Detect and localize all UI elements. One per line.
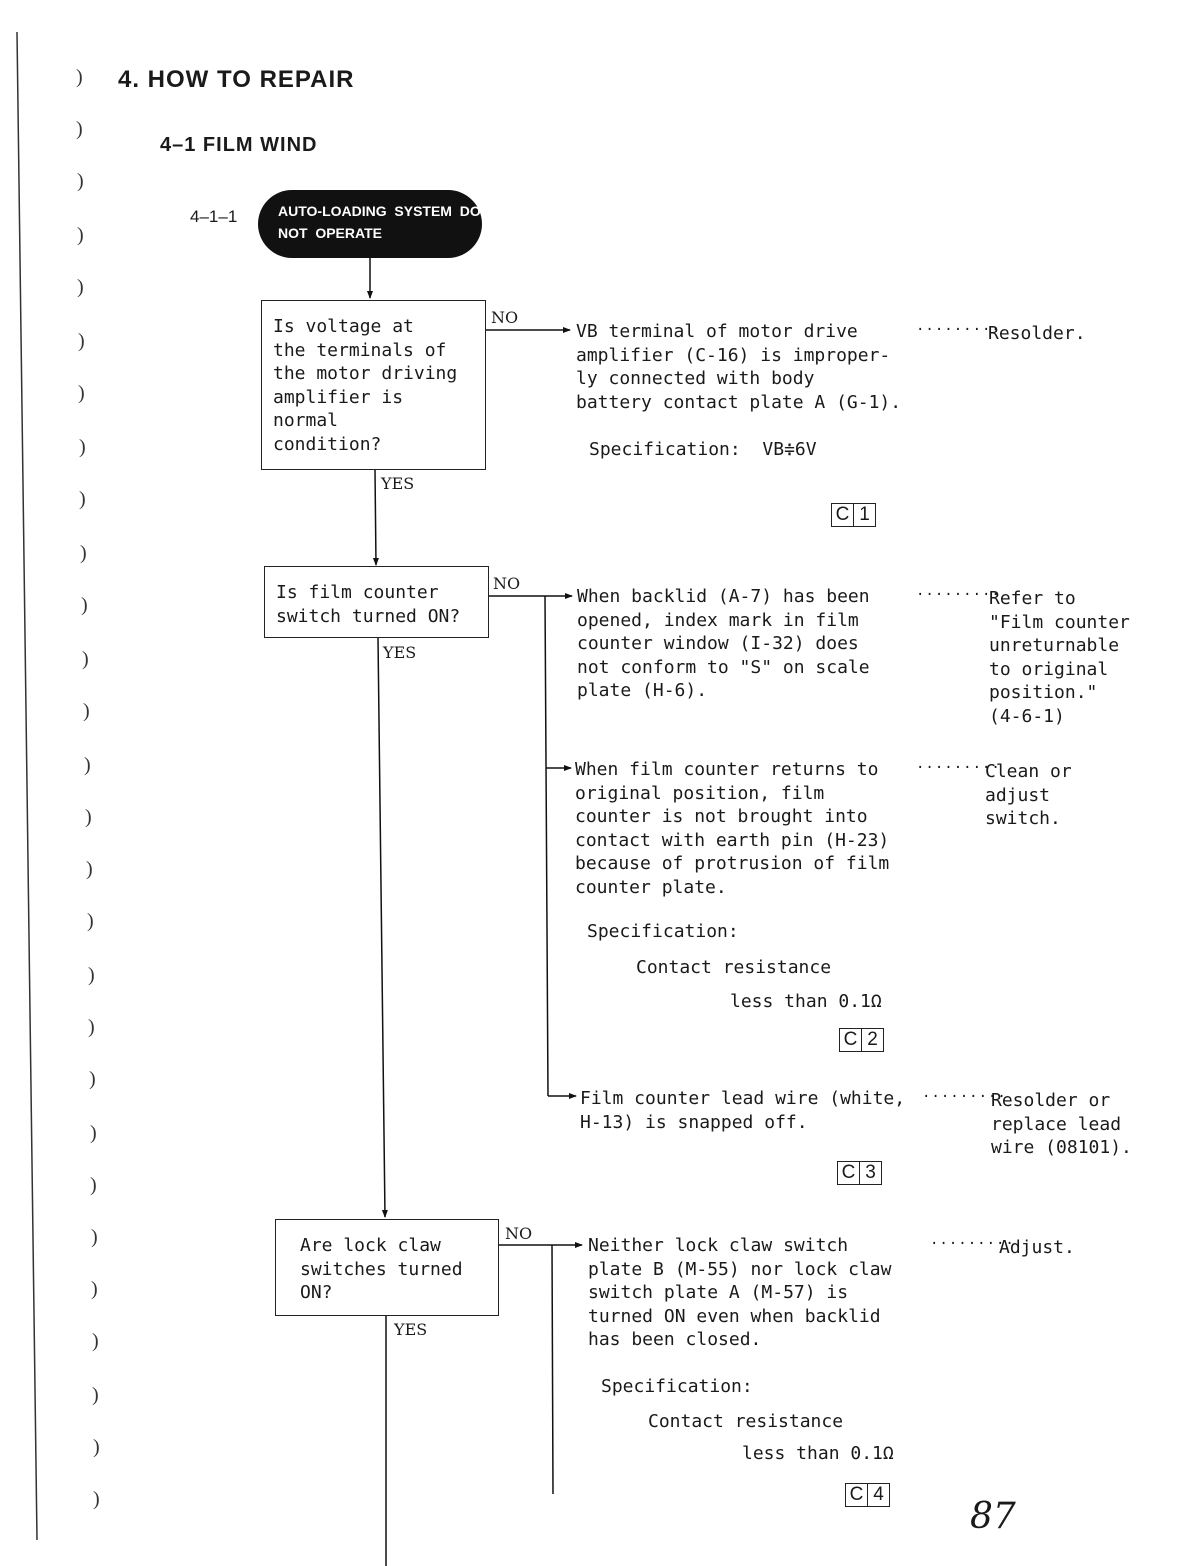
page-edge-line [17,32,37,1540]
specification-line: Contact resistance [648,1411,844,1432]
margin-mark: ) [77,224,84,246]
code-letter: C [849,1484,864,1505]
code-number: 2 [861,1029,883,1051]
code-number: 1 [853,504,875,526]
leader-dots: ········· [930,1236,1015,1252]
cause-text: VB terminal of motor drive amplifier (C-16) is improper- ly connected with body battery contact plate A (G-1). [576,321,902,413]
page-number: 87 [970,1496,1016,1537]
reference-code-c4 [845,1483,890,1507]
margin-mark: ) [85,806,92,828]
yes-label: YES [383,643,417,662]
code-letter: C [841,1162,856,1183]
margin-mark: ) [91,1226,98,1248]
procedure-number: 4–1–1 [190,207,238,226]
margin-mark: ) [92,1384,99,1406]
yes-label: YES [381,474,415,493]
margin-mark: ) [77,276,84,298]
margin-mark: ) [92,1330,99,1352]
no-label: NO [491,308,519,327]
leader-dots: ········· [916,587,1001,603]
no-label: NO [505,1224,533,1243]
cause-text: When backlid (A-7) has been opened, index mark in film counter window (I-32) does not conform to "S" on scale plate (H-6). [577,586,870,701]
margin-mark: ) [79,488,86,510]
margin-mark: ) [79,436,86,458]
leader-dots: ········· [922,1089,1007,1105]
remedy-text: Resolder or replace lead wire (08101). [991,1090,1132,1158]
margin-mark: ) [90,1174,97,1196]
margin-mark: ) [91,1278,98,1300]
q3-no-branch-line [552,1245,553,1494]
margin-mark: ) [93,1436,100,1458]
decision-box-film-counter: Is film counter switch turned ON? [264,566,489,638]
yes-label: YES [394,1320,428,1339]
code-letter: C [843,1029,858,1050]
reference-code-c3 [837,1161,882,1185]
reference-code-c1 [831,503,876,527]
margin-mark: ) [78,382,85,404]
code-letter: C [835,504,850,525]
margin-mark: ) [76,66,83,88]
margin-mark: ) [86,858,93,880]
leader-dots: ········· [916,322,1001,338]
margin-mark: ) [78,330,85,352]
margin-mark: ) [83,700,90,722]
start-terminal: AUTO-LOADING SYSTEM DOES NOT OPERATE [258,190,482,258]
margin-mark: ) [89,1068,96,1090]
cause-text: Neither lock claw switch plate B (M-55) nor lock claw switch plate A (M-57) is turned ON even when backlid has been closed. [588,1235,892,1350]
specification-value: less than 0.1Ω [730,991,882,1012]
margin-mark: ) [81,594,88,616]
code-number: 4 [867,1484,889,1506]
remedy-text: Adjust. [999,1237,1075,1258]
decision-box-lock-claw: Are lock claw switches turned ON? [275,1219,499,1316]
margin-mark: ) [80,542,87,564]
remedy-text: Resolder. [988,323,1086,344]
remedy-text: Clean or adjust switch. [985,761,1072,829]
margin-mark: ) [88,1016,95,1038]
q1-yes-arrow [375,470,376,565]
specification-line: Contact resistance [636,957,832,978]
cause-text: When film counter returns to original position, film counter is not brought into contact with earth pin (H-23) because of protrusion of film counter plate. [575,759,890,898]
cause-text: Film counter lead wire (white, H-13) is snapped off. [580,1088,906,1133]
margin-mark: ) [76,118,83,140]
margin-mark: ) [77,170,84,192]
margin-mark: ) [88,964,95,986]
reference-code-c2 [839,1028,884,1052]
code-number: 3 [859,1162,881,1184]
margin-mark: ) [87,910,94,932]
q2-yes-arrow [378,638,385,1217]
section-title: 4. HOW TO REPAIR [118,66,355,93]
decision-box-voltage: Is voltage at the terminals of the motor driving amplifier is normal condition? [261,300,486,470]
subsection-title: 4–1 FILM WIND [160,134,318,156]
specification-text: Specification: VB≑6V [589,439,817,460]
specification-value: less than 0.1Ω [742,1443,894,1464]
specification-label: Specification: [587,921,739,942]
remedy-text: Refer to "Film counter unreturnable to original position." (4-6-1) [989,588,1130,727]
margin-mark: ) [93,1488,100,1510]
margin-mark: ) [82,648,89,670]
no-label: NO [493,574,521,593]
q2-no-branch-line [545,596,548,1096]
specification-label: Specification: [601,1376,753,1397]
leader-dots: ········· [916,760,1001,776]
margin-mark: ) [90,1122,97,1144]
margin-mark: ) [84,754,91,776]
